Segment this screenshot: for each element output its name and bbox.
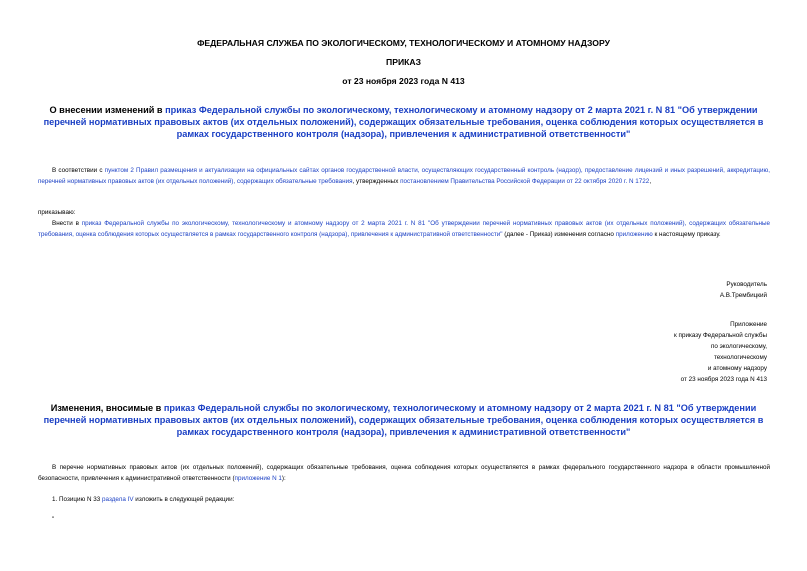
title-prefix: О внесении изменений в <box>49 105 166 115</box>
appendix-line: Приложение <box>730 321 767 328</box>
changes-title <box>30 402 777 438</box>
appendix-line: и атомному надзору <box>707 365 767 372</box>
preamble-text-1: В соответствии с <box>52 167 105 174</box>
appendix-link[interactable]: приложению <box>615 231 653 238</box>
appendix-line: от 23 ноября 2023 года N 413 <box>680 376 767 383</box>
changes-intro-paragraph <box>38 462 770 484</box>
signature-name: А.В.Трембицкий <box>719 292 767 299</box>
appendix-line: по экологическому, <box>710 343 767 350</box>
section-iv-link[interactable]: раздела IV <box>102 496 134 503</box>
signature-role: Руководитель <box>726 281 767 288</box>
order-word: приказываю: <box>38 209 76 216</box>
changes-title-prefix: Изменения, вносимые в <box>50 403 164 413</box>
item-1-paragraph <box>38 494 770 505</box>
preamble-decree-link[interactable]: постановлением Правительства Российской Федерации от 22 октября 2020 г. N 1722 <box>400 178 650 185</box>
quote-mark: " <box>52 516 55 523</box>
preamble-paragraph <box>38 165 770 187</box>
order-ref-link[interactable]: приказ Федеральной службы по экологическому, технологическому и атомному надзору от 2 марта 2021 г. N 81 "Об утверждении перечней нормативных правовых актов (их отдельных положений), содержащих обязательные требования, оценка соблюдения которых осуществляется в рамках государственного контроля (надзора), привлечения к административной ответственности" <box>38 220 770 238</box>
preamble-text-3: , <box>649 178 652 185</box>
item-1-text-1: 1. Позицию N 33 <box>52 496 103 503</box>
order-paragraph <box>38 218 770 240</box>
document-title <box>30 104 777 140</box>
appendix-line: технологическому <box>713 354 767 361</box>
order-text-2: (далее - Приказ) изменения согласно <box>502 231 616 238</box>
item-1-text-2: изложить в следующей редакции: <box>133 496 235 503</box>
order-text-3: к настоящему приказу. <box>652 231 721 238</box>
appendix-1-link[interactable]: приложение N 1 <box>234 475 282 482</box>
appendix-line: к приказу Федеральной службы <box>674 332 767 339</box>
doc-date: от 23 ноября 2023 года N 413 <box>342 76 465 86</box>
order-text-1: Внести в <box>52 220 82 227</box>
title-order-link[interactable]: приказ Федеральной службы по экологическому, технологическому и атомному надзору от 2 марта 2021 г. N 81 "Об утверждении перечней нормативных правовых актов (их отдельных положений), содержащих обязательные требования, оценка соблюдения которых осуществляется в рамках государственного контроля (надзора), привлечения к административной ответственности" <box>43 105 764 139</box>
signature-block <box>720 279 767 301</box>
preamble-text-2: , утвержденных <box>352 178 401 185</box>
changes-intro-text-1: В перечне нормативных правовых актов (их отдельных положений), содержащих обязательные требования, оценка соблюдения которых осуществляется в рамках федерального государственного надзора в области промышленной безопасности, привлечения к административной ответственности ( <box>38 464 770 482</box>
doc-type: ПРИКАЗ <box>386 57 421 67</box>
preamble-rules-link[interactable]: пунктом 2 Правил размещения и актуализации на официальных сайтах органов государственной власти, осуществляющих государственный контроль (надзор), предоставление лицензий и иных разрешений, аккредитацию, перечней нормативных правовых актов (их отдельных положений), содержащих обязательные требования <box>38 167 771 185</box>
changes-intro-text-2: ): <box>281 475 286 482</box>
appendix-block <box>674 319 767 385</box>
agency-header: ФЕДЕРАЛЬНАЯ СЛУЖБА ПО ЭКОЛОГИЧЕСКОМУ, ТЕХНОЛОГИЧЕСКОМУ И АТОМНОМУ НАДЗОРУ <box>197 38 610 48</box>
changes-title-order-link[interactable]: приказ Федеральной службы по экологическому, технологическому и атомному надзору от 2 марта 2021 г. N 81 "Об утверждении перечней нормативных правовых актов (их отдельных положений), содержащих обязательные требования, оценка соблюдения которых осуществляется в рамках государственного контроля (надзора), привлечения к административной ответственности" <box>43 403 764 437</box>
